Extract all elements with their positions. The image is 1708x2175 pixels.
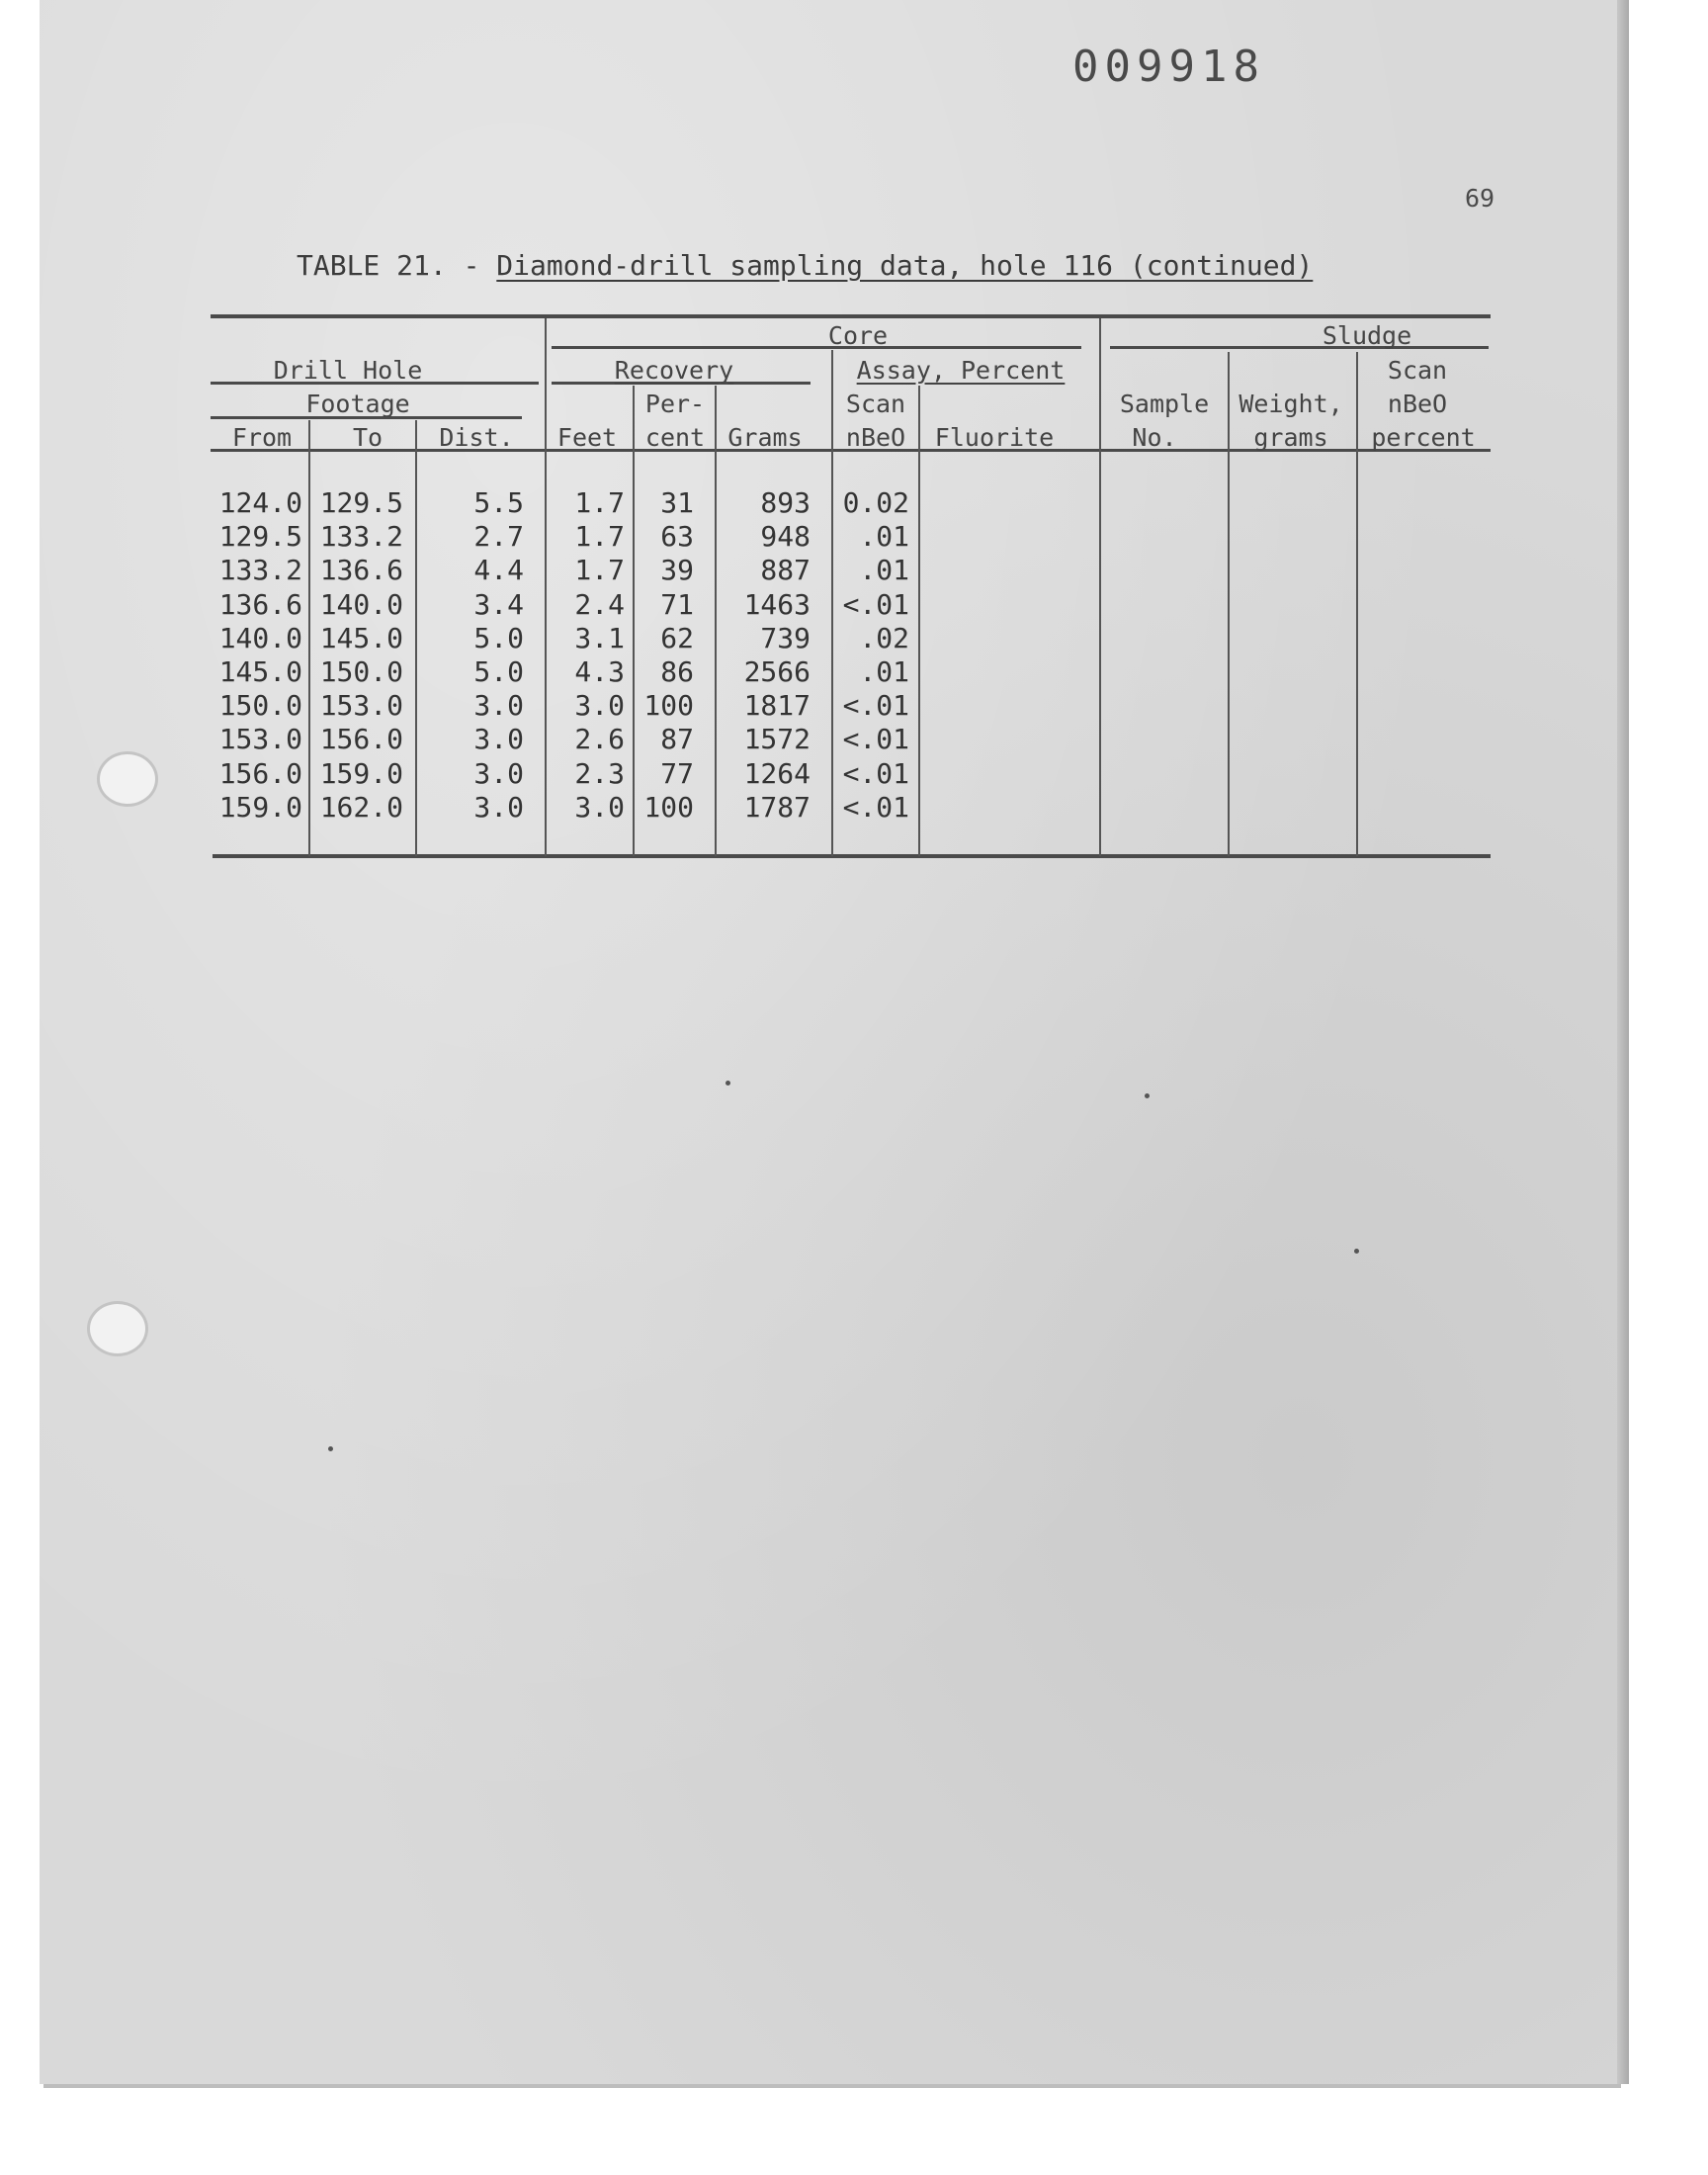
- cell-percent: 71: [660, 587, 694, 621]
- cell-to: 145.0: [319, 621, 403, 654]
- cell-from: 133.2: [218, 554, 302, 587]
- col-header-grams: Grams: [727, 423, 803, 452]
- paper-speck: [1354, 1249, 1359, 1254]
- cell-grams: 1817: [743, 689, 811, 723]
- cell-scan: <.01: [842, 689, 909, 723]
- paper-speck: [726, 1081, 730, 1086]
- column-divider: [633, 386, 635, 856]
- col-header-sludge-percent: percent: [1371, 423, 1476, 452]
- column-divider: [1099, 318, 1101, 856]
- cell-to: 140.0: [319, 587, 403, 621]
- page-edge-shadow: [1617, 0, 1629, 2084]
- cell-from: 156.0: [218, 756, 302, 790]
- cell-scan: .01: [859, 554, 909, 587]
- cell-from: 153.0: [218, 723, 302, 756]
- col-header-from: From: [231, 423, 293, 452]
- cell-grams: 739: [760, 621, 811, 654]
- cell-feet: 4.3: [574, 655, 625, 688]
- cell-dist: 5.0: [473, 655, 524, 688]
- cell-dist: 5.5: [473, 486, 524, 519]
- cell-percent: 31: [660, 486, 694, 519]
- punch-hole: [87, 1301, 148, 1356]
- col-header-sample: Sample: [1119, 390, 1210, 418]
- col-header-nbeo: nBeO: [845, 423, 906, 452]
- cell-feet: 1.7: [574, 554, 625, 587]
- cell-to: 153.0: [319, 689, 403, 723]
- cell-grams: 2566: [743, 655, 811, 688]
- cell-from: 124.0: [218, 486, 302, 519]
- document-page: [40, 0, 1617, 2084]
- cell-scan: 0.02: [842, 486, 909, 519]
- cell-feet: 2.6: [574, 723, 625, 756]
- cell-dist: 3.0: [473, 790, 524, 824]
- col-header-per: Per-: [644, 390, 706, 418]
- page-number: 69: [1465, 184, 1495, 213]
- cell-dist: 3.0: [473, 723, 524, 756]
- cell-to: 129.5: [319, 486, 403, 519]
- cell-grams: 1264: [743, 756, 811, 790]
- cell-feet: 2.3: [574, 756, 625, 790]
- table-bottom-rule: [213, 854, 1491, 858]
- cell-grams: 1787: [743, 790, 811, 824]
- col-header-sludge-scan: Scan: [1387, 356, 1448, 385]
- column-divider: [1356, 352, 1358, 856]
- col-header-weight: Weight,: [1238, 390, 1343, 418]
- cell-dist: 4.4: [473, 554, 524, 587]
- column-divider: [415, 420, 417, 856]
- cell-percent: 62: [660, 621, 694, 654]
- cell-percent: 86: [660, 655, 694, 688]
- cell-feet: 3.1: [574, 621, 625, 654]
- cell-percent: 63: [660, 520, 694, 554]
- column-divider: [1228, 352, 1230, 856]
- column-divider: [308, 420, 310, 856]
- cell-scan: <.01: [842, 756, 909, 790]
- cell-scan: <.01: [842, 587, 909, 621]
- col-header-to: To: [352, 423, 384, 452]
- cell-grams: 887: [760, 554, 811, 587]
- col-header-sample-no: No.: [1132, 423, 1177, 452]
- cell-from: 159.0: [218, 790, 302, 824]
- footage-header: Footage: [305, 390, 410, 418]
- cell-from: 150.0: [218, 689, 302, 723]
- cell-feet: 3.0: [574, 790, 625, 824]
- cell-feet: 3.0: [574, 689, 625, 723]
- cell-feet: 1.7: [574, 520, 625, 554]
- cell-grams: 948: [760, 520, 811, 554]
- cell-percent: 39: [660, 554, 694, 587]
- paper-speck: [1145, 1093, 1150, 1098]
- cell-from: 140.0: [218, 621, 302, 654]
- col-header-dist: Dist.: [439, 423, 514, 452]
- cell-to: 136.6: [319, 554, 403, 587]
- drill-hole-header: Drill Hole: [273, 356, 423, 385]
- col-header-cent: cent: [644, 423, 706, 452]
- cell-to: 156.0: [319, 723, 403, 756]
- cell-grams: 893: [760, 486, 811, 519]
- cell-from: 145.0: [218, 655, 302, 688]
- column-divider: [918, 386, 920, 856]
- cell-to: 150.0: [319, 655, 403, 688]
- assay-percent-header: Assay, Percent: [856, 356, 1066, 385]
- paper-speck: [328, 1446, 333, 1451]
- cell-scan: <.01: [842, 790, 909, 824]
- cell-scan: .01: [859, 520, 909, 554]
- cell-feet: 1.7: [574, 486, 625, 519]
- column-divider: [715, 386, 717, 856]
- cell-dist: 2.7: [473, 520, 524, 554]
- table-title-caption: Diamond-drill sampling data, hole 116 (continued): [496, 249, 1314, 282]
- core-group-rule: [552, 346, 1081, 349]
- cell-percent: 87: [660, 723, 694, 756]
- col-header-weight-grams: grams: [1253, 423, 1328, 452]
- col-header-sludge-nbeo: nBeO: [1387, 390, 1448, 418]
- punch-hole: [97, 751, 158, 807]
- table-title-prefix: TABLE 21. -: [297, 249, 480, 282]
- cell-grams: 1463: [743, 587, 811, 621]
- cell-to: 159.0: [319, 756, 403, 790]
- cell-scan: .02: [859, 621, 909, 654]
- cell-dist: 3.0: [473, 689, 524, 723]
- cell-dist: 5.0: [473, 621, 524, 654]
- cell-percent: 100: [643, 689, 694, 723]
- document-number: 009918: [1072, 42, 1265, 92]
- cell-from: 129.5: [218, 520, 302, 554]
- cell-percent: 77: [660, 756, 694, 790]
- core-header: Core: [827, 321, 889, 350]
- cell-to: 162.0: [319, 790, 403, 824]
- cell-to: 133.2: [319, 520, 403, 554]
- recovery-header: Recovery: [614, 356, 734, 385]
- column-divider: [545, 318, 547, 856]
- cell-percent: 100: [643, 790, 694, 824]
- cell-dist: 3.0: [473, 756, 524, 790]
- cell-scan: <.01: [842, 723, 909, 756]
- sludge-group-rule: [1110, 346, 1489, 349]
- cell-grams: 1572: [743, 723, 811, 756]
- table-top-rule: [211, 314, 1491, 318]
- col-header-fluorite: Fluorite: [934, 423, 1055, 452]
- cell-dist: 3.4: [473, 587, 524, 621]
- col-header-feet: Feet: [556, 423, 618, 452]
- cell-from: 136.6: [218, 587, 302, 621]
- cell-feet: 2.4: [574, 587, 625, 621]
- col-header-scan: Scan: [845, 390, 906, 418]
- column-divider: [831, 350, 833, 856]
- table-title: [297, 249, 1313, 282]
- sludge-header: Sludge: [1322, 321, 1412, 350]
- cell-scan: .01: [859, 655, 909, 688]
